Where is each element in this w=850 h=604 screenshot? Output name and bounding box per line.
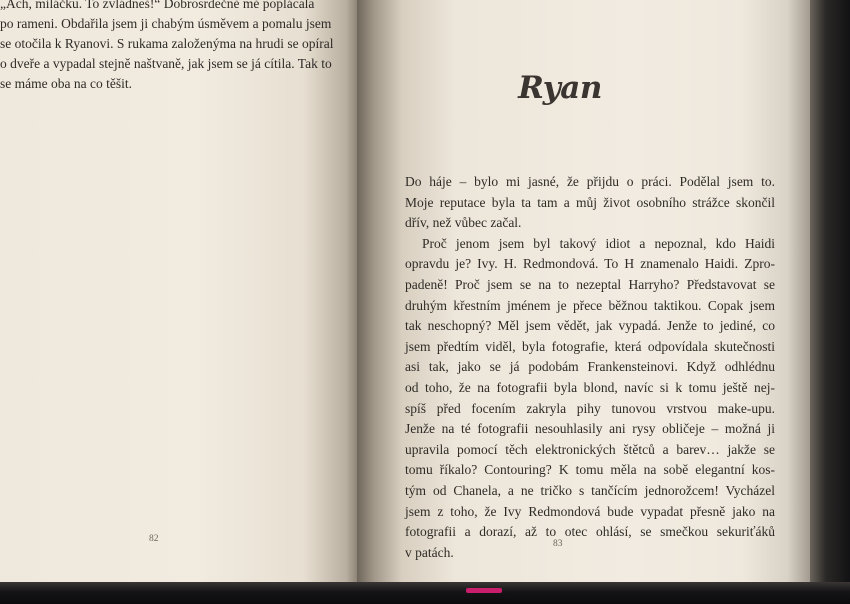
text-line: spíš před focením zakryla pihy tunovou vrstvou make-upu.: [405, 400, 775, 416]
text-line: se máme oba na co těšit.: [0, 76, 132, 91]
text-line: Do háje – bylo mi jasné, že přijdu o práci. Podělal jsem to.: [405, 174, 775, 189]
text-line: druhým křestním jménem je přece běžnou taktikou. Copak jsem: [405, 297, 775, 313]
text-line: po rameni. Obdařila jsem ji chabým úsměvem a pomalu jsem: [0, 16, 332, 31]
text-line: tomu říkalo? Contouring? K tomu měla na sobě elegantní kos-: [405, 462, 775, 478]
text-line: o dveře a vypadal stejně naštvaně, jak jsem se já cítila. Tak to: [0, 56, 332, 71]
left-page: [0, 0, 357, 588]
text-line: se otočila k Ryanovi. S rukama založenýma na hrudi se opíral: [0, 36, 334, 51]
text-line: dřív, než vůbec začal.: [405, 215, 522, 231]
binding-stitch: [466, 588, 502, 593]
left-page-text: [0, 0, 334, 94]
text-line: Moje reputace byla ta tam a můj život osobního strážce skončil: [405, 194, 775, 210]
text-line: upravila pomocí těch elektronických štětců a barev… jakže se: [405, 441, 775, 457]
right-edge-shadow: [810, 0, 850, 604]
bottom-binding-edge: [0, 582, 850, 604]
text-line: opravdu je? Ivy. H. Redmondová. To H znamenalo Haidi. Zpro-: [405, 256, 775, 272]
right-page-number: 83: [553, 539, 563, 549]
text-line: jsem předtím viděl, byla fotografie, která odpovídala skutečnosti: [405, 338, 775, 354]
paragraph-2: [405, 234, 775, 564]
text-line: Proč jenom jsem byl takový idiot a nepoznal, kdo Haidi: [422, 235, 775, 251]
text-line: tak neschopný? Měl jsem vědět, jak vypadá. Jenže to jediné, co: [405, 318, 775, 334]
paragraph-1: [405, 172, 775, 234]
text-line: v patách.: [405, 544, 454, 560]
right-page-text: [405, 172, 775, 563]
chapter-title: Ryan: [518, 70, 602, 106]
text-line: „Ach, miláčku. To zvládneš!“ Dobrosrdečně mě poplácala: [0, 0, 315, 11]
text-line: fotografii a dorazí, až to otec ohlásí, se smečkou sekuriťáků: [405, 524, 775, 540]
text-line: tým od Chanela, a ne tričko s tančícím jednorožcem! Vycházel: [405, 482, 775, 498]
text-line: Jenže na té fotografii nesouhlasily ani rysy obličeje – možná ji: [405, 421, 775, 437]
text-line: jsem z toho, že Ivy Redmondová bude vypadat přesně jako na: [405, 503, 775, 519]
text-line: padeně! Proč jsem se na to nezeptal Harryho? Představovat se: [405, 276, 775, 292]
text-line: asi tak, jako se já podobám Frankensteinovi. Když odhlédnu: [405, 359, 775, 375]
left-page-number: 82: [149, 534, 159, 544]
text-line: od toho, že na fotografii byla blond, navíc si k tomu ještě nej-: [405, 379, 775, 395]
